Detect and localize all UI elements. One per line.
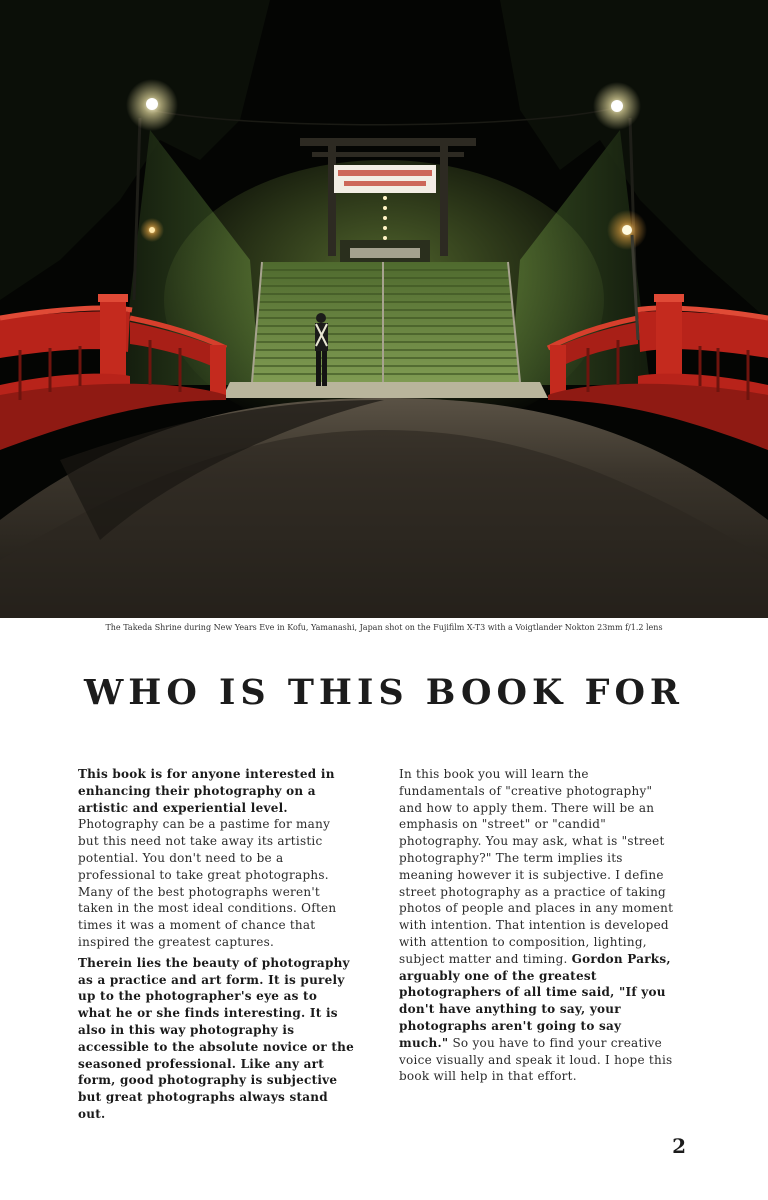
right-paragraph-1-text: In this book you will learn the fundamentals of "creative photography" and how to apply them. There will be an emphasis on "street" or "candid" photography. You may ask, what is "street photography?" The term implies its meaning however it is subjective. I define street photography as a practice of taking photos of people and places in any moment with intention. That intention is developed with attention to composition, lighting, subject matter and timing. — [399, 767, 674, 966]
right-column — [399, 766, 675, 1085]
right-paragraph-1 — [399, 766, 675, 1085]
page-number: 2 — [672, 1134, 686, 1158]
right-paragraph-1-quote: Gordon Parks, arguably one of the greatest photographers of all time said, "If you don't have anything to say, your photographs aren't going to say much." — [399, 951, 671, 1050]
left-paragraph-1-bold: This book is for anyone interested in enhancing their photography on a artistic and experiential level. — [78, 767, 335, 815]
photo-caption: The Takeda Shrine during New Years Eve in Kofu, Yamanashi, Japan shot on the Fujifilm X-T3 with a Voigtlander Nokton 23mm f/1.2 lens — [105, 623, 663, 632]
left-column — [78, 766, 354, 1123]
page-title: WHO IS THIS BOOK FOR — [83, 672, 685, 713]
right-paragraph-1-tail: So you have to find your creative voice visually and speak it loud. I hope this book will help in that effort. — [399, 1035, 673, 1084]
left-paragraph-2 — [78, 955, 354, 1123]
left-paragraph-2-bold: Therein lies the beauty of photography as a practice and art form. It is purely up to the photographer's eye as to what he or she finds interesting. It is also in this way photography is accessible to the absolute novice or the seasoned professional. Like any art form, good photography is subjective but great photographs always stand out. — [78, 955, 355, 1121]
left-paragraph-1-text: Photography can be a pastime for many but this need not take away its artistic potential. You don't need to be a professional to take great photographs. Many of the best photographs weren't taken in the most ideal conditions. Often times it was a moment of chance that inspired the greatest captures. — [78, 817, 337, 949]
left-paragraph-1 — [78, 766, 354, 951]
